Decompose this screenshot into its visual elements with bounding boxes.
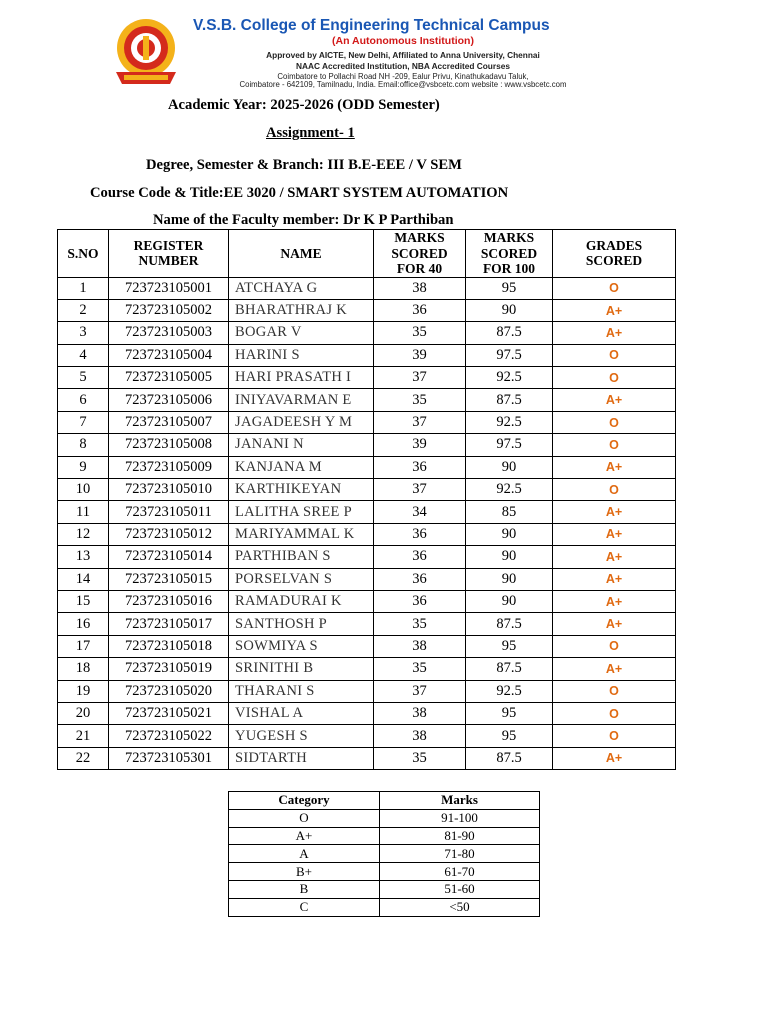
table-row xyxy=(58,658,676,680)
cell-sno: 22 xyxy=(58,747,109,769)
cell-sno: 15 xyxy=(58,590,109,612)
cell-sno: 17 xyxy=(58,635,109,657)
cell-marks-100: 92.5 xyxy=(466,680,553,702)
table-row xyxy=(58,568,676,590)
cell-register-number: 723723105002 xyxy=(109,299,229,321)
cell-sno: 19 xyxy=(58,680,109,702)
cell-name: SANTHOSH P xyxy=(229,613,374,635)
table-row xyxy=(58,725,676,747)
cell-grade: A+ xyxy=(553,389,676,411)
marks-table xyxy=(57,229,676,770)
grade-key-row xyxy=(229,827,540,845)
cell-marks-100: 87.5 xyxy=(466,613,553,635)
cell-register-number: 723723105020 xyxy=(109,680,229,702)
key-cell-marks: 61-70 xyxy=(380,863,540,881)
cell-register-number: 723723105018 xyxy=(109,635,229,657)
grade-key-row xyxy=(229,863,540,881)
grade-key-row xyxy=(229,845,540,863)
key-cell-category: B+ xyxy=(229,863,380,881)
key-header-category: Category xyxy=(229,792,380,810)
table-row xyxy=(58,546,676,568)
address-line-1: Coimbatore to Pollachi Road NH -209, Ealur Privu, Kinathukadavu Taluk, xyxy=(277,72,529,81)
cell-register-number: 723723105005 xyxy=(109,367,229,389)
cell-grade: O xyxy=(553,635,676,657)
cell-marks-40: 38 xyxy=(374,277,466,299)
table-row xyxy=(58,479,676,501)
cell-sno: 6 xyxy=(58,389,109,411)
grade-key-table xyxy=(228,791,540,917)
cell-name: INIYAVARMAN E xyxy=(229,389,374,411)
cell-name: HARINI S xyxy=(229,344,374,366)
table-row xyxy=(58,344,676,366)
cell-sno: 14 xyxy=(58,568,109,590)
header-grade: GRADES SCORED xyxy=(553,230,676,278)
table-row xyxy=(58,747,676,769)
cell-marks-40: 37 xyxy=(374,680,466,702)
grade-key-row xyxy=(229,880,540,898)
cell-name: YUGESH S xyxy=(229,725,374,747)
accreditation-line: NAAC Accredited Institution, NBA Accredited Courses xyxy=(296,61,510,71)
table-row xyxy=(58,299,676,321)
college-name: V.S.B. College of Engineering Technical Campus xyxy=(193,17,550,34)
key-cell-category: O xyxy=(229,809,380,827)
cell-grade: O xyxy=(553,411,676,433)
cell-sno: 21 xyxy=(58,725,109,747)
cell-name: PARTHIBAN S xyxy=(229,546,374,568)
cell-marks-40: 35 xyxy=(374,389,466,411)
cell-marks-100: 95 xyxy=(466,635,553,657)
cell-marks-100: 90 xyxy=(466,590,553,612)
cell-register-number: 723723105019 xyxy=(109,658,229,680)
cell-name: LALITHA SREE P xyxy=(229,501,374,523)
key-cell-category: C xyxy=(229,898,380,916)
cell-sno: 13 xyxy=(58,546,109,568)
cell-marks-40: 36 xyxy=(374,590,466,612)
cell-sno: 1 xyxy=(58,277,109,299)
cell-marks-100: 92.5 xyxy=(466,411,553,433)
cell-marks-100: 95 xyxy=(466,702,553,724)
cell-register-number: 723723105007 xyxy=(109,411,229,433)
letterhead xyxy=(110,14,610,89)
cell-register-number: 723723105009 xyxy=(109,456,229,478)
autonomous-tagline: (An Autonomous Institution) xyxy=(332,35,474,47)
cell-name: ATCHAYA G xyxy=(229,277,374,299)
cell-marks-40: 38 xyxy=(374,725,466,747)
cell-sno: 11 xyxy=(58,501,109,523)
cell-marks-40: 35 xyxy=(374,322,466,344)
cell-sno: 7 xyxy=(58,411,109,433)
table-row xyxy=(58,277,676,299)
cell-name: JAGADEESH Y M xyxy=(229,411,374,433)
cell-grade: A+ xyxy=(553,299,676,321)
key-cell-marks: <50 xyxy=(380,898,540,916)
cell-register-number: 723723105008 xyxy=(109,434,229,456)
header-marks-40: MARKS SCORED FOR 40 xyxy=(374,230,466,278)
cell-marks-100: 95 xyxy=(466,725,553,747)
header-marks-100: MARKS SCORED FOR 100 xyxy=(466,230,553,278)
cell-marks-100: 90 xyxy=(466,456,553,478)
cell-sno: 5 xyxy=(58,367,109,389)
cell-register-number: 723723105004 xyxy=(109,344,229,366)
cell-register-number: 723723105003 xyxy=(109,322,229,344)
table-row xyxy=(58,367,676,389)
grade-key-header xyxy=(229,792,540,810)
cell-name: MARIYAMMAL K xyxy=(229,523,374,545)
cell-grade: A+ xyxy=(553,568,676,590)
cell-marks-40: 36 xyxy=(374,456,466,478)
cell-grade: O xyxy=(553,344,676,366)
cell-grade: O xyxy=(553,367,676,389)
cell-register-number: 723723105015 xyxy=(109,568,229,590)
cell-marks-100: 90 xyxy=(466,299,553,321)
cell-name: VISHAL A xyxy=(229,702,374,724)
table-row xyxy=(58,523,676,545)
cell-grade: O xyxy=(553,434,676,456)
key-cell-category: B xyxy=(229,880,380,898)
cell-marks-40: 38 xyxy=(374,635,466,657)
cell-name: HARI PRASATH I xyxy=(229,367,374,389)
faculty-line: Name of the Faculty member: Dr K P Parthiban xyxy=(153,212,454,228)
header-name: NAME xyxy=(229,230,374,278)
table-row xyxy=(58,456,676,478)
cell-marks-40: 35 xyxy=(374,658,466,680)
cell-register-number: 723723105022 xyxy=(109,725,229,747)
cell-marks-100: 87.5 xyxy=(466,747,553,769)
cell-marks-40: 36 xyxy=(374,299,466,321)
table-row xyxy=(58,411,676,433)
cell-grade: A+ xyxy=(553,747,676,769)
cell-register-number: 723723105006 xyxy=(109,389,229,411)
cell-register-number: 723723105017 xyxy=(109,613,229,635)
table-row xyxy=(58,322,676,344)
cell-name: KANJANA M xyxy=(229,456,374,478)
cell-marks-100: 87.5 xyxy=(466,389,553,411)
cell-register-number: 723723105001 xyxy=(109,277,229,299)
cell-register-number: 723723105021 xyxy=(109,702,229,724)
key-cell-marks: 71-80 xyxy=(380,845,540,863)
key-cell-marks: 91-100 xyxy=(380,809,540,827)
cell-grade: A+ xyxy=(553,322,676,344)
cell-marks-100: 90 xyxy=(466,523,553,545)
cell-grade: A+ xyxy=(553,546,676,568)
key-cell-category: A xyxy=(229,845,380,863)
cell-marks-40: 36 xyxy=(374,523,466,545)
key-cell-marks: 51-60 xyxy=(380,880,540,898)
academic-year: Academic Year: 2025-2026 (ODD Semester) xyxy=(168,97,440,113)
cell-marks-100: 95 xyxy=(466,277,553,299)
cell-grade: O xyxy=(553,479,676,501)
header-register-number: REGISTER NUMBER xyxy=(109,230,229,278)
cell-grade: A+ xyxy=(553,523,676,545)
cell-marks-100: 85 xyxy=(466,501,553,523)
marks-table-header xyxy=(58,230,676,278)
cell-grade: A+ xyxy=(553,613,676,635)
table-row xyxy=(58,613,676,635)
cell-register-number: 723723105011 xyxy=(109,501,229,523)
cell-marks-40: 39 xyxy=(374,434,466,456)
cell-marks-40: 36 xyxy=(374,546,466,568)
cell-sno: 2 xyxy=(58,299,109,321)
cell-sno: 3 xyxy=(58,322,109,344)
cell-name: SIDTARTH xyxy=(229,747,374,769)
cell-grade: A+ xyxy=(553,501,676,523)
cell-name: JANANI N xyxy=(229,434,374,456)
cell-marks-100: 87.5 xyxy=(466,322,553,344)
key-cell-marks: 81-90 xyxy=(380,827,540,845)
cell-sno: 9 xyxy=(58,456,109,478)
cell-sno: 20 xyxy=(58,702,109,724)
cell-register-number: 723723105010 xyxy=(109,479,229,501)
cell-marks-100: 90 xyxy=(466,568,553,590)
table-row xyxy=(58,680,676,702)
cell-register-number: 723723105016 xyxy=(109,590,229,612)
cell-register-number: 723723105301 xyxy=(109,747,229,769)
cell-grade: O xyxy=(553,680,676,702)
cell-register-number: 723723105014 xyxy=(109,546,229,568)
cell-marks-40: 34 xyxy=(374,501,466,523)
cell-marks-100: 97.5 xyxy=(466,434,553,456)
cell-grade: O xyxy=(553,725,676,747)
cell-sno: 12 xyxy=(58,523,109,545)
cell-marks-100: 92.5 xyxy=(466,479,553,501)
cell-sno: 16 xyxy=(58,613,109,635)
cell-marks-40: 37 xyxy=(374,411,466,433)
cell-marks-100: 97.5 xyxy=(466,344,553,366)
cell-marks-100: 87.5 xyxy=(466,658,553,680)
cell-name: BHARATHRAJ K xyxy=(229,299,374,321)
cell-name: SOWMIYA S xyxy=(229,635,374,657)
cell-name: RAMADURAI K xyxy=(229,590,374,612)
cell-name: SRINITHI B xyxy=(229,658,374,680)
cell-sno: 8 xyxy=(58,434,109,456)
key-cell-category: A+ xyxy=(229,827,380,845)
cell-grade: O xyxy=(553,702,676,724)
table-row xyxy=(58,501,676,523)
table-row xyxy=(58,434,676,456)
cell-grade: A+ xyxy=(553,658,676,680)
cell-register-number: 723723105012 xyxy=(109,523,229,545)
cell-name: THARANI S xyxy=(229,680,374,702)
cell-grade: A+ xyxy=(553,590,676,612)
assignment-title: Assignment- 1 xyxy=(266,125,355,141)
degree-line: Degree, Semester & Branch: III B.E-EEE / V SEM xyxy=(146,157,462,173)
table-row xyxy=(58,389,676,411)
cell-marks-100: 90 xyxy=(466,546,553,568)
table-row xyxy=(58,635,676,657)
approval-line: Approved by AICTE, New Delhi, Affiliated to Anna University, Chennai xyxy=(266,50,540,60)
header-sno: S.NO xyxy=(58,230,109,278)
cell-sno: 10 xyxy=(58,479,109,501)
cell-marks-40: 38 xyxy=(374,702,466,724)
cell-marks-40: 36 xyxy=(374,568,466,590)
table-row xyxy=(58,702,676,724)
cell-sno: 4 xyxy=(58,344,109,366)
cell-sno: 18 xyxy=(58,658,109,680)
cell-name: BOGAR V xyxy=(229,322,374,344)
cell-name: PORSELVAN S xyxy=(229,568,374,590)
cell-marks-40: 35 xyxy=(374,747,466,769)
cell-marks-40: 35 xyxy=(374,613,466,635)
cell-marks-40: 39 xyxy=(374,344,466,366)
cell-marks-100: 92.5 xyxy=(466,367,553,389)
cell-marks-40: 37 xyxy=(374,367,466,389)
cell-grade: A+ xyxy=(553,456,676,478)
cell-grade: O xyxy=(553,277,676,299)
course-line: Course Code & Title:EE 3020 / SMART SYSTEM AUTOMATION xyxy=(90,185,509,201)
cell-name: KARTHIKEYAN xyxy=(229,479,374,501)
key-header-marks: Marks xyxy=(380,792,540,810)
table-row xyxy=(58,590,676,612)
cell-marks-40: 37 xyxy=(374,479,466,501)
grade-key-row xyxy=(229,898,540,916)
grade-key-row xyxy=(229,809,540,827)
address-line-2: Coimbatore - 642109, Tamilnadu, India. Email:office@vsbcetc.com website : www.vsbcetc.com xyxy=(239,80,567,89)
